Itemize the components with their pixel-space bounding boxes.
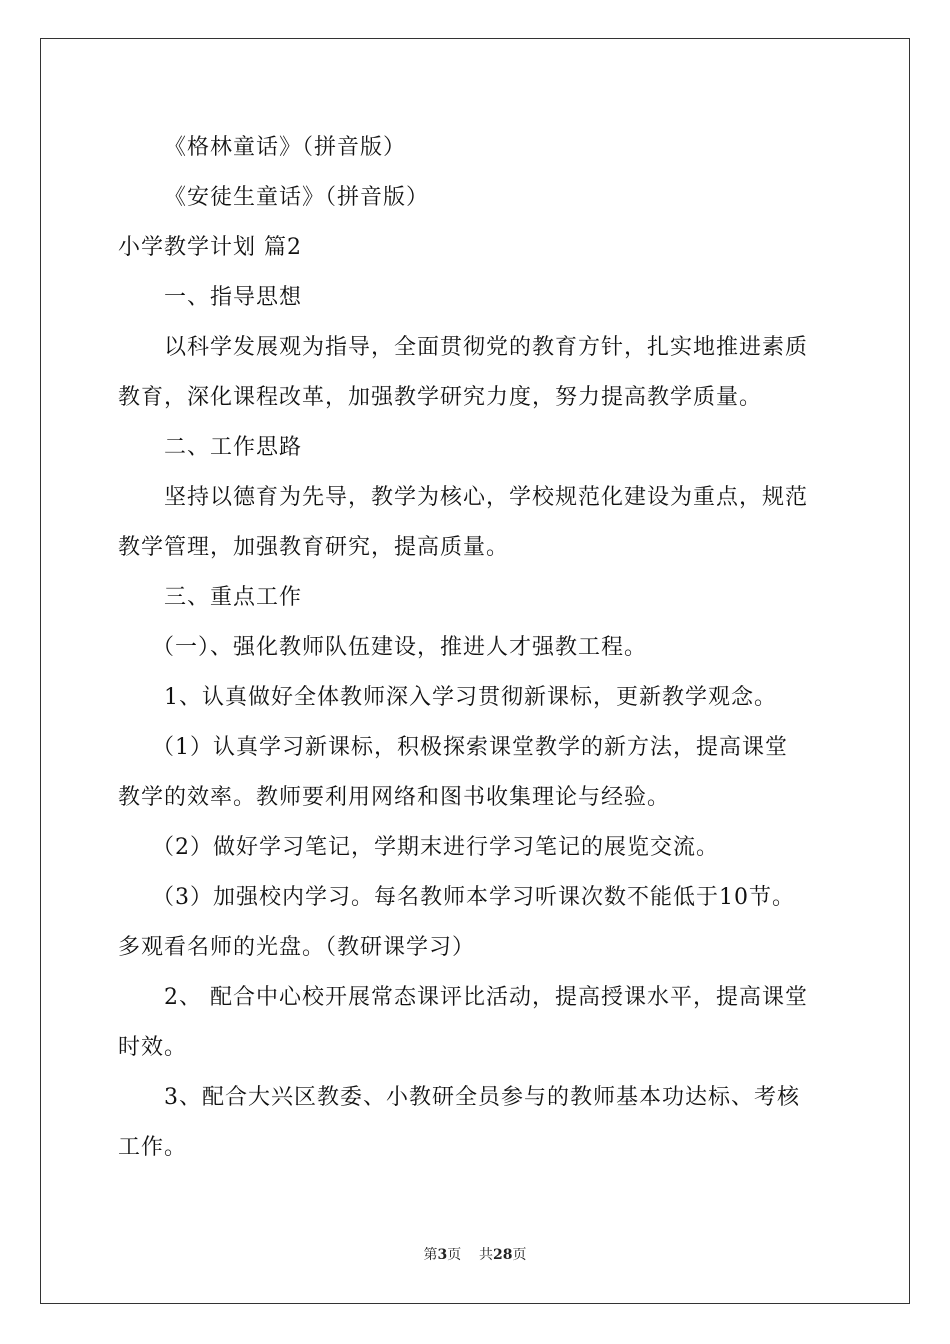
list-item: （3）加强校内学习。每名教师本学习听课次数不能低于10节。 xyxy=(152,885,795,910)
paragraph-line: 以科学发展观为指导，全面贯彻党的教育方针，扎实地推进素质 xyxy=(164,335,809,360)
list-item: 2、 配合中心校开展常态课评比活动，提高授课水平，提高课堂 xyxy=(164,985,808,1010)
paragraph-line: 多观看名师的光盘。（教研课学习） xyxy=(118,935,476,960)
page-prefix: 第 xyxy=(423,1247,438,1263)
list-item: 1、认真做好全体教师深入学习贯彻新课标，更新教学观念。 xyxy=(164,685,777,710)
page-suffix: 页 xyxy=(447,1247,462,1263)
heading-guiding-ideology: 一、指导思想 xyxy=(164,285,303,310)
total-suffix: 页 xyxy=(512,1247,527,1263)
list-item: （1）认真学习新课标，积极探索课堂教学的新方法，提高课堂 xyxy=(152,735,788,760)
document-body xyxy=(118,128,836,1178)
text-line: 《安徒生童话》（拼音版） xyxy=(164,185,430,210)
page-footer xyxy=(0,1244,950,1264)
heading-work-approach: 二、工作思路 xyxy=(164,435,303,460)
page-number: 3 xyxy=(437,1247,448,1263)
paragraph-line: 时效。 xyxy=(118,1035,188,1060)
total-prefix: 共 xyxy=(479,1247,494,1263)
subheading: （一）、强化教师队伍建设，推进人才强教工程。 xyxy=(152,635,648,660)
paragraph-line: 坚持以德育为先导，教学为核心，学校规范化建设为重点，规范 xyxy=(164,485,809,510)
paragraph-line: 教学管理，加强教育研究，提高质量。 xyxy=(118,535,510,560)
total-pages: 28 xyxy=(493,1247,513,1263)
paragraph-line: 教学的效率。教师要利用网络和图书收集理论与经验。 xyxy=(118,785,671,810)
list-item: 3、配合大兴区教委、小教研全员参与的教师基本功达标、考核 xyxy=(164,1085,800,1110)
section-title: 小学教学计划 篇2 xyxy=(118,235,302,260)
list-item: （2）做好学习笔记，学期末进行学习笔记的展览交流。 xyxy=(152,835,719,860)
text-line: 《格林童话》（拼音版） xyxy=(164,135,407,160)
paragraph-line: 教育，深化课程改革，加强教学研究力度，努力提高教学质量。 xyxy=(118,385,763,410)
heading-key-work: 三、重点工作 xyxy=(164,585,303,610)
paragraph-line: 工作。 xyxy=(118,1135,188,1160)
